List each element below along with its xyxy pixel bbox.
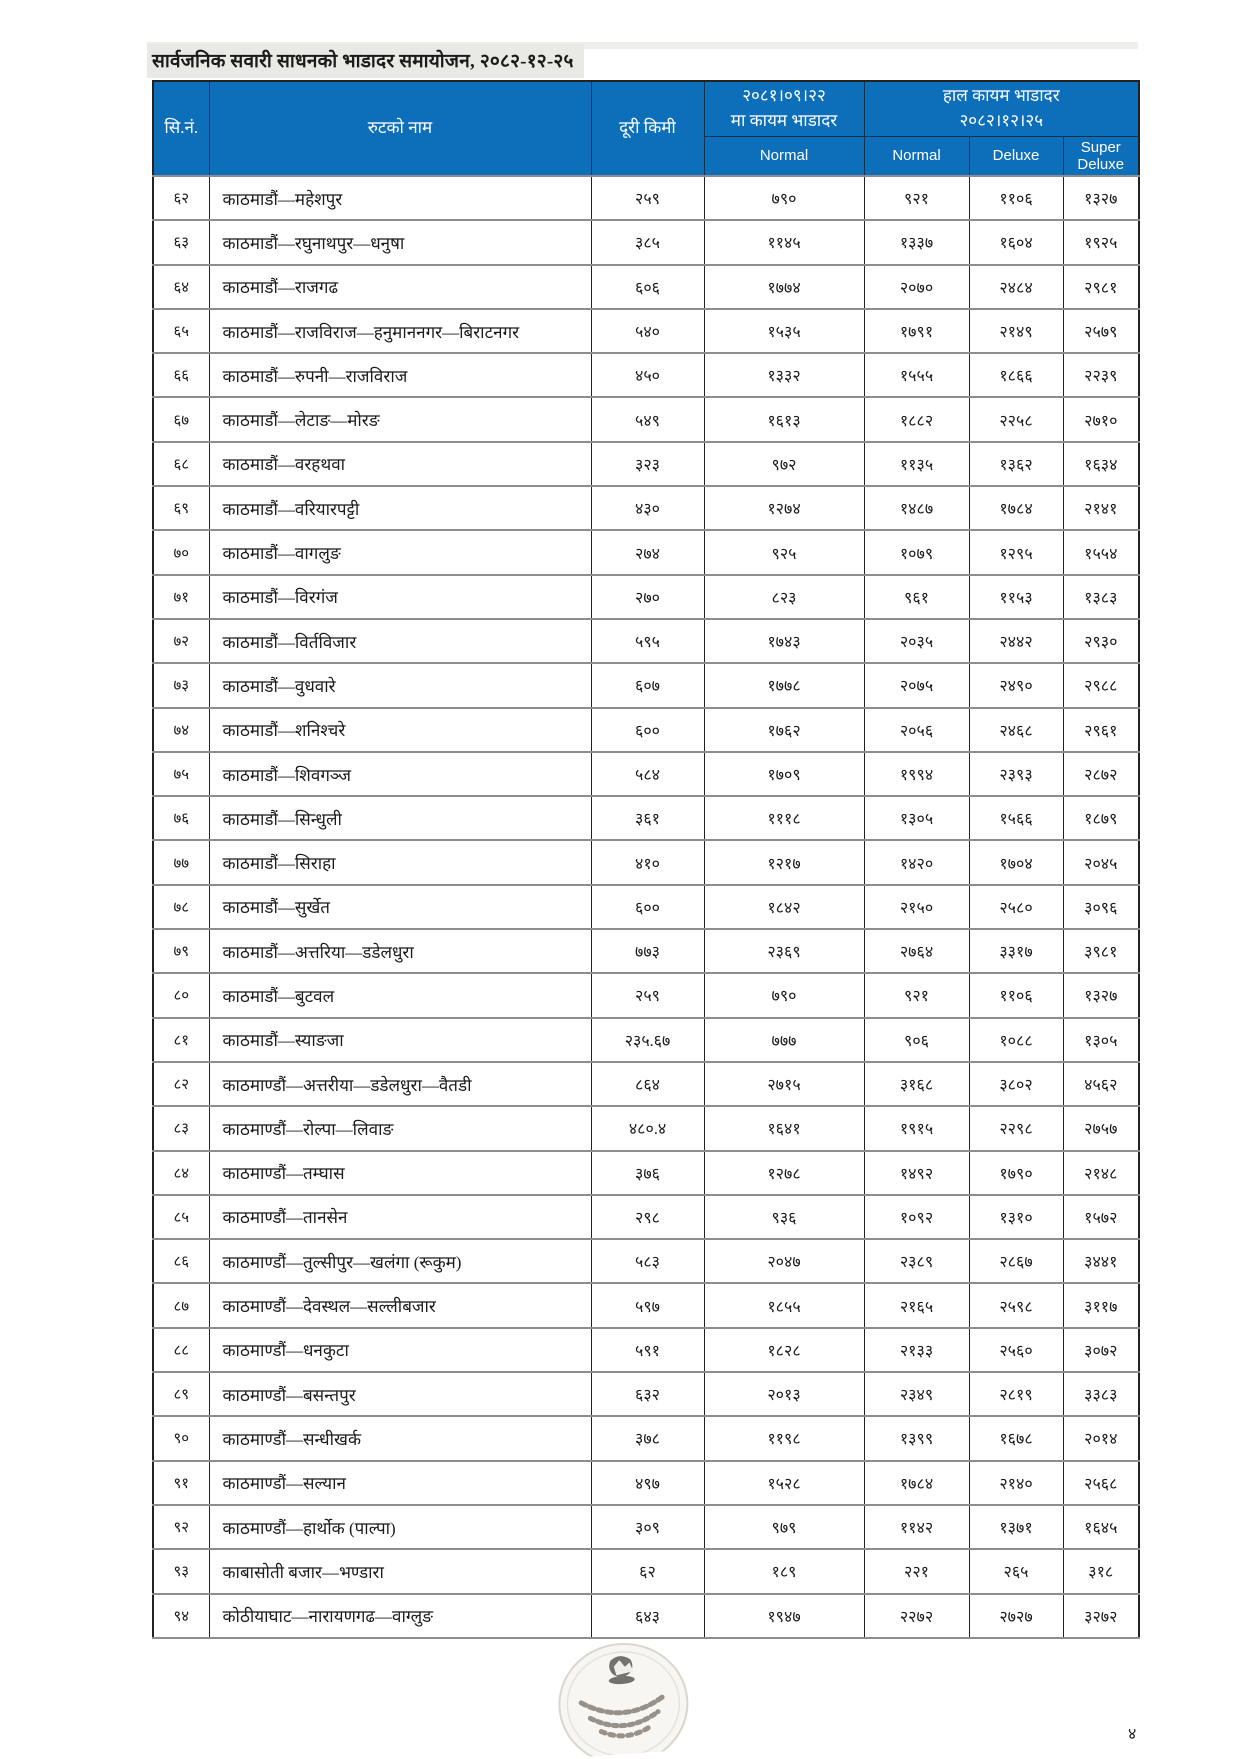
normal-fare-cell: ९६१: [864, 575, 969, 619]
old-normal-fare-cell: १८४२: [704, 885, 864, 929]
deluxe-fare-cell: २४९०: [969, 663, 1063, 707]
normal-fare-cell: ११३५: [864, 442, 969, 486]
old-normal-fare-cell: ८२३: [704, 575, 864, 619]
super-deluxe-fare-cell: २७१०: [1063, 397, 1139, 441]
table-row: [153, 840, 1139, 884]
sn-cell: ७६: [153, 796, 209, 840]
sn-cell: ७०: [153, 530, 209, 574]
sn-cell: ७५: [153, 752, 209, 796]
distance-cell: ४५०: [591, 353, 704, 397]
header-super-deluxe: [1063, 136, 1139, 176]
deluxe-fare-cell: १७८४: [969, 486, 1063, 530]
fare-table: [152, 80, 1140, 1639]
super-deluxe-fare-cell: २८७२: [1063, 752, 1139, 796]
super-deluxe-fare-cell: ४५६२: [1063, 1062, 1139, 1106]
normal-fare-cell: २०३५: [864, 619, 969, 663]
page-title: सार्वजनिक सवारी साधनको भाडादर समायोजन, २०८२-१२-२५: [147, 44, 584, 78]
normal-fare-cell: २१५०: [864, 885, 969, 929]
table-row: [153, 796, 1139, 840]
page-number: ४: [1128, 1726, 1137, 1743]
route-cell: काठमाण्डौं—अत्तरीया—डडेलधुरा—वैतडी: [209, 1062, 591, 1106]
fare-table-body: [153, 176, 1139, 1638]
distance-cell: ५८४: [591, 752, 704, 796]
sn-cell: ९०: [153, 1416, 209, 1460]
normal-fare-cell: ९०६: [864, 1018, 969, 1062]
sn-cell: ८८: [153, 1328, 209, 1372]
route-cell: काठमाडौं—वुधवारे: [209, 663, 591, 707]
sn-cell: ७४: [153, 708, 209, 752]
deluxe-fare-cell: २८१९: [969, 1372, 1063, 1416]
route-cell: काठमाडौं—शिवगञ्ज: [209, 752, 591, 796]
route-cell: काठमाण्डौं—तम्घास: [209, 1151, 591, 1195]
sn-cell: ६७: [153, 397, 209, 441]
super-deluxe-fare-cell: २९८८: [1063, 663, 1139, 707]
deluxe-fare-cell: ३३१७: [969, 929, 1063, 973]
distance-cell: ४१०: [591, 840, 704, 884]
deluxe-fare-cell: २२९८: [969, 1106, 1063, 1150]
table-row: [153, 752, 1139, 796]
old-normal-fare-cell: १३३२: [704, 353, 864, 397]
super-deluxe-fare-cell: २९६१: [1063, 708, 1139, 752]
distance-cell: ४९७: [591, 1461, 704, 1505]
distance-cell: २९८: [591, 1195, 704, 1239]
old-normal-fare-cell: १७७८: [704, 663, 864, 707]
old-normal-fare-cell: १७६२: [704, 708, 864, 752]
header-super-deluxe-line2: Deluxe: [1077, 155, 1125, 173]
route-cell: काबासोती बजार—भण्डारा: [209, 1549, 591, 1593]
distance-cell: ६३२: [591, 1372, 704, 1416]
old-normal-fare-cell: ९३६: [704, 1195, 864, 1239]
header-super-deluxe-line1: Super: [1080, 138, 1121, 156]
route-cell: काठमाडौं—वरियारपट्टी: [209, 486, 591, 530]
super-deluxe-fare-cell: १६३४: [1063, 442, 1139, 486]
table-row: [153, 1195, 1139, 1239]
super-deluxe-fare-cell: ३२७२: [1063, 1594, 1139, 1638]
table-row: [153, 1416, 1139, 1460]
table-row: [153, 486, 1139, 530]
header-distance-km: दूरी किमी: [591, 81, 704, 176]
table-row: [153, 220, 1139, 264]
table-row: [153, 885, 1139, 929]
deluxe-fare-cell: १६०४: [969, 220, 1063, 264]
table-row: [153, 265, 1139, 309]
deluxe-fare-cell: २६५: [969, 1549, 1063, 1593]
route-cell: काठमाण्डौं—तानसेन: [209, 1195, 591, 1239]
deluxe-fare-cell: २१४०: [969, 1461, 1063, 1505]
sn-cell: ९४: [153, 1594, 209, 1638]
route-cell: काठमाडौं—अत्तरिया—डडेलधुरा: [209, 929, 591, 973]
old-normal-fare-cell: २०१३: [704, 1372, 864, 1416]
distance-cell: ६४३: [591, 1594, 704, 1638]
old-normal-fare-cell: ७९०: [704, 973, 864, 1017]
normal-fare-cell: १७८४: [864, 1461, 969, 1505]
deluxe-fare-cell: १७०४: [969, 840, 1063, 884]
distance-cell: ५४०: [591, 309, 704, 353]
normal-fare-cell: २३४९: [864, 1372, 969, 1416]
old-normal-fare-cell: १७४३: [704, 619, 864, 663]
route-cell: काठमाडौं—राजविराज—हनुमाननगर—बिराटनगर: [209, 309, 591, 353]
route-cell: काठमाडौं—विरगंज: [209, 575, 591, 619]
super-deluxe-fare-cell: २९८१: [1063, 265, 1139, 309]
deluxe-fare-cell: ११५३: [969, 575, 1063, 619]
table-row: [153, 708, 1139, 752]
distance-cell: ४८०.४: [591, 1106, 704, 1150]
table-row: [153, 1549, 1139, 1593]
old-normal-fare-cell: २०४७: [704, 1239, 864, 1283]
distance-cell: ३६१: [591, 796, 704, 840]
super-deluxe-fare-cell: २५६८: [1063, 1461, 1139, 1505]
deluxe-fare-cell: ११०६: [969, 176, 1063, 220]
header-old-normal: Normal: [704, 136, 864, 176]
old-normal-fare-cell: १८२८: [704, 1328, 864, 1372]
normal-fare-cell: २७६४: [864, 929, 969, 973]
route-cell: काठमाडौं—वरहथवा: [209, 442, 591, 486]
normal-fare-cell: २३८९: [864, 1239, 969, 1283]
distance-cell: २५९: [591, 176, 704, 220]
sn-cell: ६५: [153, 309, 209, 353]
table-row: [153, 353, 1139, 397]
normal-fare-cell: १४८७: [864, 486, 969, 530]
super-deluxe-fare-cell: ३३८३: [1063, 1372, 1139, 1416]
route-cell: काठमाडौं—शनिश्चरे: [209, 708, 591, 752]
super-deluxe-fare-cell: ३०७२: [1063, 1328, 1139, 1372]
distance-cell: २३५.६७: [591, 1018, 704, 1062]
header-deluxe: Deluxe: [969, 136, 1063, 176]
normal-fare-cell: २२७२: [864, 1594, 969, 1638]
sn-cell: ६९: [153, 486, 209, 530]
normal-fare-cell: १४९२: [864, 1151, 969, 1195]
sn-cell: ८९: [153, 1372, 209, 1416]
super-deluxe-fare-cell: १६४५: [1063, 1505, 1139, 1549]
super-deluxe-fare-cell: १८७९: [1063, 796, 1139, 840]
super-deluxe-fare-cell: १३२७: [1063, 973, 1139, 1017]
route-cell: काठमाण्डौं—सन्धीखर्क: [209, 1416, 591, 1460]
super-deluxe-fare-cell: २१४८: [1063, 1151, 1139, 1195]
table-row: [153, 1062, 1139, 1106]
route-cell: काठमाडौं—विर्तविजार: [209, 619, 591, 663]
route-cell: काठमाडौं—बुटवल: [209, 973, 591, 1017]
table-row: [153, 1594, 1139, 1638]
sn-cell: ६६: [153, 353, 209, 397]
normal-fare-cell: ३१६८: [864, 1062, 969, 1106]
route-cell: काठमाडौं—राजगढ: [209, 265, 591, 309]
distance-cell: ५४९: [591, 397, 704, 441]
super-deluxe-fare-cell: २९३०: [1063, 619, 1139, 663]
normal-fare-cell: २१६५: [864, 1283, 969, 1327]
normal-fare-cell: ११४२: [864, 1505, 969, 1549]
sn-cell: ८५: [153, 1195, 209, 1239]
sn-cell: ६८: [153, 442, 209, 486]
old-normal-fare-cell: ७७७: [704, 1018, 864, 1062]
distance-cell: ६००: [591, 885, 704, 929]
route-cell: काठमाडौं—महेशपुर: [209, 176, 591, 220]
old-normal-fare-cell: १८९: [704, 1549, 864, 1593]
normal-fare-cell: १३०५: [864, 796, 969, 840]
route-cell: काठमाडौं—सिन्धुली: [209, 796, 591, 840]
distance-cell: ५९१: [591, 1328, 704, 1372]
distance-cell: ३०९: [591, 1505, 704, 1549]
table-row: [153, 1283, 1139, 1327]
table-row: [153, 1505, 1139, 1549]
old-normal-fare-cell: १२७८: [704, 1151, 864, 1195]
deluxe-fare-cell: २४८४: [969, 265, 1063, 309]
sn-cell: ८२: [153, 1062, 209, 1106]
header-route-name: रुटको नाम: [209, 81, 591, 176]
normal-fare-cell: १०७९: [864, 530, 969, 574]
header-serial-number: सि.नं.: [153, 81, 209, 176]
fare-table-header: [153, 81, 1139, 176]
super-deluxe-fare-cell: १३०५: [1063, 1018, 1139, 1062]
old-normal-fare-cell: १५३५: [704, 309, 864, 353]
deluxe-fare-cell: १३७१: [969, 1505, 1063, 1549]
table-row: [153, 619, 1139, 663]
old-normal-fare-cell: १९४७: [704, 1594, 864, 1638]
route-cell: काठमाडौं—रुपनी—राजविराज: [209, 353, 591, 397]
table-row: [153, 1106, 1139, 1150]
deluxe-fare-cell: २७२७: [969, 1594, 1063, 1638]
super-deluxe-fare-cell: २१४१: [1063, 486, 1139, 530]
normal-fare-cell: १०९२: [864, 1195, 969, 1239]
deluxe-fare-cell: २८६७: [969, 1239, 1063, 1283]
normal-fare-cell: २२१: [864, 1549, 969, 1593]
sn-cell: ८६: [153, 1239, 209, 1283]
distance-cell: ३२३: [591, 442, 704, 486]
distance-cell: ६२: [591, 1549, 704, 1593]
old-normal-fare-cell: १६१३: [704, 397, 864, 441]
table-row: [153, 530, 1139, 574]
distance-cell: २७४: [591, 530, 704, 574]
route-cell: कोठीयाघाट—नारायणगढ—वाग्लुङ: [209, 1594, 591, 1638]
route-cell: काठमाडौं—सुर्खेत: [209, 885, 591, 929]
table-row: [153, 1239, 1139, 1283]
route-cell: काठमाण्डौं—धनकुटा: [209, 1328, 591, 1372]
official-seal: [549, 1637, 696, 1758]
deluxe-fare-cell: १८६६: [969, 353, 1063, 397]
super-deluxe-fare-cell: १५५४: [1063, 530, 1139, 574]
normal-fare-cell: १७९१: [864, 309, 969, 353]
normal-fare-cell: ९२१: [864, 176, 969, 220]
distance-cell: २५९: [591, 973, 704, 1017]
route-cell: काठमाण्डौं—हार्थोक (पाल्पा): [209, 1505, 591, 1549]
sn-cell: ६३: [153, 220, 209, 264]
table-row: [153, 442, 1139, 486]
distance-cell: ३७८: [591, 1416, 704, 1460]
old-normal-fare-cell: १८५५: [704, 1283, 864, 1327]
distance-cell: २७०: [591, 575, 704, 619]
old-normal-fare-cell: ९७९: [704, 1505, 864, 1549]
old-normal-fare-cell: १२७४: [704, 486, 864, 530]
table-row: [153, 1018, 1139, 1062]
sn-cell: ७२: [153, 619, 209, 663]
sn-cell: ९३: [153, 1549, 209, 1593]
super-deluxe-fare-cell: ३१८: [1063, 1549, 1139, 1593]
distance-cell: ५८३: [591, 1239, 704, 1283]
deluxe-fare-cell: २४६८: [969, 708, 1063, 752]
normal-fare-cell: ९२१: [864, 973, 969, 1017]
table-row: [153, 397, 1139, 441]
route-cell: काठमाडौं—सिराहा: [209, 840, 591, 884]
fare-table-container: [152, 80, 1140, 1639]
old-normal-fare-cell: १६४१: [704, 1106, 864, 1150]
header-old-fare-date: [704, 81, 864, 136]
header-old-fare-date-line1: २०८१।०९।२२: [742, 86, 826, 106]
super-deluxe-fare-cell: १५७२: [1063, 1195, 1139, 1239]
sn-cell: ८४: [153, 1151, 209, 1195]
table-row: [153, 1151, 1139, 1195]
old-normal-fare-cell: २७१५: [704, 1062, 864, 1106]
deluxe-fare-cell: २३९३: [969, 752, 1063, 796]
normal-fare-cell: १९१५: [864, 1106, 969, 1150]
distance-cell: ३८५: [591, 220, 704, 264]
normal-fare-cell: २०७५: [864, 663, 969, 707]
sn-cell: ८०: [153, 973, 209, 1017]
distance-cell: ५९५: [591, 619, 704, 663]
normal-fare-cell: १३९९: [864, 1416, 969, 1460]
old-normal-fare-cell: ११४५: [704, 220, 864, 264]
sn-cell: ६४: [153, 265, 209, 309]
sn-cell: ८७: [153, 1283, 209, 1327]
normal-fare-cell: २१३३: [864, 1328, 969, 1372]
distance-cell: ३७६: [591, 1151, 704, 1195]
old-normal-fare-cell: ७९०: [704, 176, 864, 220]
deluxe-fare-cell: २४४२: [969, 619, 1063, 663]
sn-cell: ९१: [153, 1461, 209, 1505]
deluxe-fare-cell: २५९८: [969, 1283, 1063, 1327]
table-row: [153, 1461, 1139, 1505]
sn-cell: ८३: [153, 1106, 209, 1150]
distance-cell: ६०६: [591, 265, 704, 309]
route-cell: काठमाण्डौं—रोल्पा—लिवाङ: [209, 1106, 591, 1150]
super-deluxe-fare-cell: ३०९६: [1063, 885, 1139, 929]
deluxe-fare-cell: १३१०: [969, 1195, 1063, 1239]
super-deluxe-fare-cell: २७५७: [1063, 1106, 1139, 1150]
deluxe-fare-cell: २५८०: [969, 885, 1063, 929]
old-normal-fare-cell: २३६९: [704, 929, 864, 973]
header-current-fare-line1: हाल कायम भाडादर: [942, 86, 1060, 106]
super-deluxe-fare-cell: १३८३: [1063, 575, 1139, 619]
super-deluxe-fare-cell: २५७९: [1063, 309, 1139, 353]
normal-fare-cell: १४२०: [864, 840, 969, 884]
super-deluxe-fare-cell: ३९८१: [1063, 929, 1139, 973]
super-deluxe-fare-cell: २२३९: [1063, 353, 1139, 397]
table-row: [153, 973, 1139, 1017]
deluxe-fare-cell: २२५८: [969, 397, 1063, 441]
super-deluxe-fare-cell: १९२५: [1063, 220, 1139, 264]
super-deluxe-fare-cell: ३११७: [1063, 1283, 1139, 1327]
super-deluxe-fare-cell: ३४४१: [1063, 1239, 1139, 1283]
normal-fare-cell: १५५५: [864, 353, 969, 397]
deluxe-fare-cell: १०८८: [969, 1018, 1063, 1062]
route-cell: काठमाण्डौं—बसन्तपुर: [209, 1372, 591, 1416]
normal-fare-cell: २०५६: [864, 708, 969, 752]
table-row: [153, 663, 1139, 707]
old-normal-fare-cell: ९२५: [704, 530, 864, 574]
sn-cell: ७३: [153, 663, 209, 707]
distance-cell: ६०७: [591, 663, 704, 707]
deluxe-fare-cell: १२९५: [969, 530, 1063, 574]
route-cell: काठमाडौं—स्याङजा: [209, 1018, 591, 1062]
header-current-fare-line2: २०८२।१२।२५: [959, 110, 1044, 130]
deluxe-fare-cell: ३८०२: [969, 1062, 1063, 1106]
sn-cell: ७७: [153, 840, 209, 884]
normal-fare-cell: २०७०: [864, 265, 969, 309]
table-row: [153, 176, 1139, 220]
deluxe-fare-cell: २१४९: [969, 309, 1063, 353]
distance-cell: ७७३: [591, 929, 704, 973]
route-cell: काठमाण्डौं—तुल्सीपुर—खलंगा (रूकुम): [209, 1239, 591, 1283]
table-row: [153, 575, 1139, 619]
sn-cell: ८१: [153, 1018, 209, 1062]
normal-fare-cell: १९९४: [864, 752, 969, 796]
header-normal: Normal: [864, 136, 969, 176]
deluxe-fare-cell: २५६०: [969, 1328, 1063, 1372]
sn-cell: ७८: [153, 885, 209, 929]
old-normal-fare-cell: १७७४: [704, 265, 864, 309]
table-row: [153, 1328, 1139, 1372]
route-cell: काठमाण्डौं—देवस्थल—सल्लीबजार: [209, 1283, 591, 1327]
old-normal-fare-cell: १२१७: [704, 840, 864, 884]
super-deluxe-fare-cell: २०४५: [1063, 840, 1139, 884]
route-cell: काठमाडौं—लेटाङ—मोरङ: [209, 397, 591, 441]
sn-cell: ६२: [153, 176, 209, 220]
distance-cell: ४३०: [591, 486, 704, 530]
sn-cell: ७१: [153, 575, 209, 619]
deluxe-fare-cell: १५६६: [969, 796, 1063, 840]
deluxe-fare-cell: १३६२: [969, 442, 1063, 486]
deluxe-fare-cell: १६७८: [969, 1416, 1063, 1460]
deluxe-fare-cell: १७९०: [969, 1151, 1063, 1195]
deluxe-fare-cell: ११०६: [969, 973, 1063, 1017]
route-cell: काठमाडौं—वागलुङ: [209, 530, 591, 574]
header-current-fare-date: [864, 81, 1139, 136]
super-deluxe-fare-cell: २०१४: [1063, 1416, 1139, 1460]
table-row: [153, 1372, 1139, 1416]
old-normal-fare-cell: १७०९: [704, 752, 864, 796]
table-row: [153, 309, 1139, 353]
table-row: [153, 929, 1139, 973]
sn-cell: ९२: [153, 1505, 209, 1549]
distance-cell: ५९७: [591, 1283, 704, 1327]
route-cell: काठमाडौं—रघुनाथपुर—धनुषा: [209, 220, 591, 264]
sn-cell: ७९: [153, 929, 209, 973]
distance-cell: ८६४: [591, 1062, 704, 1106]
distance-cell: ६००: [591, 708, 704, 752]
old-normal-fare-cell: १५२८: [704, 1461, 864, 1505]
header-old-fare-date-line2: मा कायम भाडादर: [730, 110, 838, 130]
old-normal-fare-cell: ९७२: [704, 442, 864, 486]
route-cell: काठमाण्डौं—सल्यान: [209, 1461, 591, 1505]
old-normal-fare-cell: १११८: [704, 796, 864, 840]
super-deluxe-fare-cell: १३२७: [1063, 176, 1139, 220]
normal-fare-cell: १३३७: [864, 220, 969, 264]
normal-fare-cell: १८८२: [864, 397, 969, 441]
old-normal-fare-cell: ११९८: [704, 1416, 864, 1460]
